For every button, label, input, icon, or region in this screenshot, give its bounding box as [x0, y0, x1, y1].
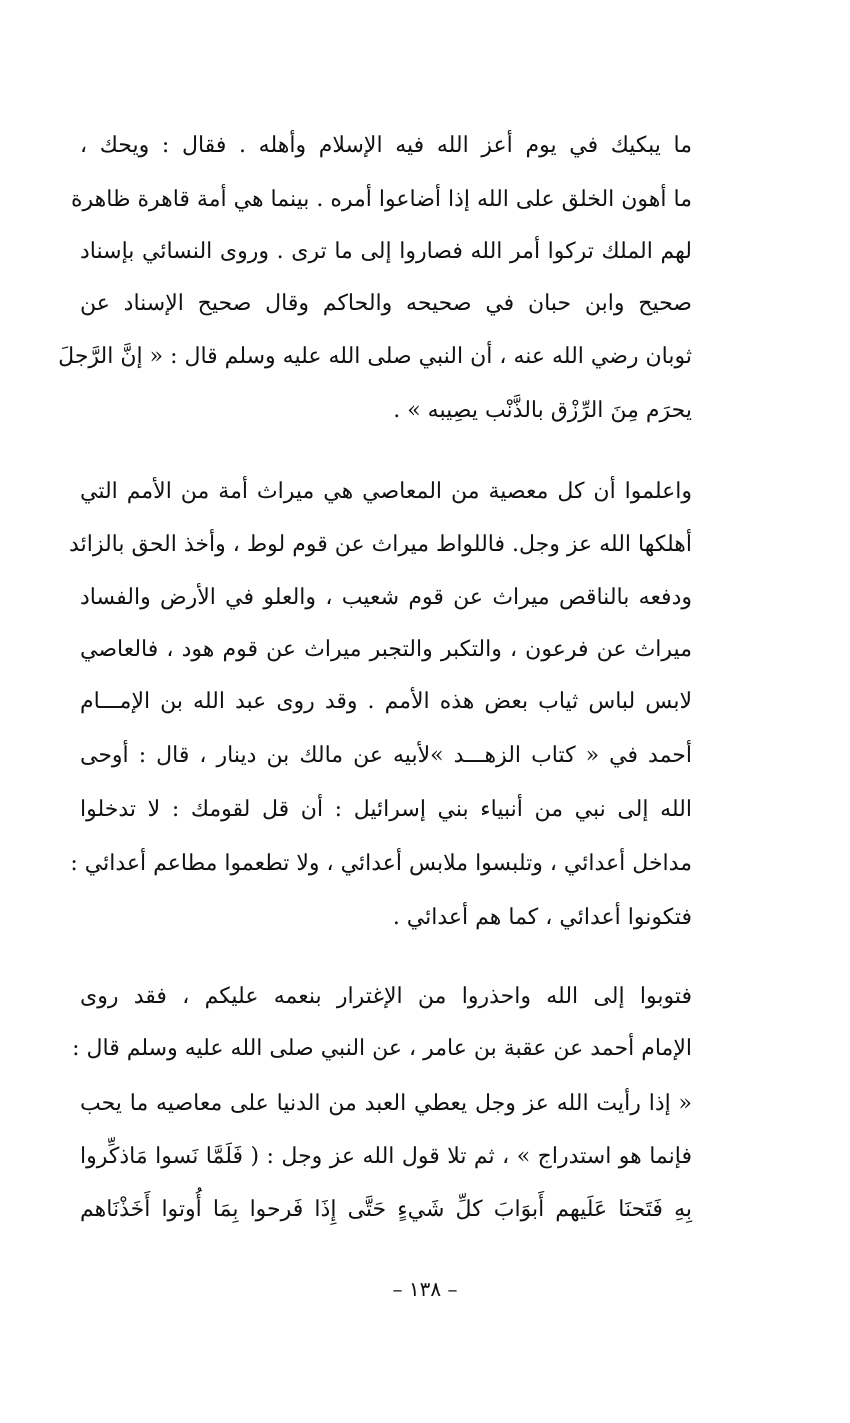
text-line: ما أهون الخلق على الله إذا أضاعوا أمره . بينما هي أمة قاهرة ظاهرة: [70, 187, 692, 212]
text-line: ما يبكيك في يوم أعز الله فيه الإسلام وأهله . فقال : ويحك ،: [80, 133, 692, 158]
text-line: الله إلى نبي من أنبياء بني إسرائيل : أن قل لقومك : لا تدخلوا: [80, 797, 692, 822]
text-line: ميراث عن فرعون ، والتكبر والتجبر ميراث عن قوم هود ، فالعاصي: [80, 637, 692, 662]
text-line: يحرَم مِنَ الرِّزْق بالذَّنْب يصِيبه » .: [393, 398, 692, 423]
page-number: – ١٣٨ –: [392, 1277, 458, 1301]
text-line: لهم الملك تركوا أمر الله فصاروا إلى ما ترى . وروى النسائي بإسناد: [80, 239, 692, 264]
text-line: بِهِ فَتَحنَا عَلَيهم أَبوَابَ كلِّ شَيءٍ حَتَّى إِذَا فَرحوا بِمَا أُوتوا أَخَذْنَاهم: [80, 1197, 692, 1222]
text-line: الإمام أحمد عن عقبة بن عامر ، عن النبي صلى الله عليه وسلم قال :: [72, 1036, 692, 1061]
text-line: فتكونوا أعدائي ، كما هم أعدائي .: [392, 905, 692, 930]
text-line: أهلكها الله عز وجل. فاللواط ميراث عن قوم لوط ، وأخذ الحق بالزائد: [69, 532, 692, 557]
text-line: ودفعه بالناقص ميراث عن قوم شعيب ، والعلو في الأرض والفساد: [80, 585, 692, 610]
text-line: لابس لباس ثياب بعض هذه الأمم . وقد روى عبد الله بن الإمـــام: [80, 689, 692, 714]
text-line: صحيح وابن حبان في صحيحه والحاكم وقال صحيح الإسناد عن: [80, 291, 692, 316]
text-line: « إذا رأيت الله عز وجل يعطي العبد من الدنيا على معاصيه ما يحب: [80, 1091, 692, 1116]
text-line: مداخل أعدائي ، وتلبسوا ملابس أعدائي ، ولا تطعموا مطاعم أعدائي :: [70, 851, 692, 876]
text-line: فإنما هو استدراج » ، ثم تلا قول الله عز وجل : ( فَلَمَّا نَسوا مَاذكِّروا: [80, 1144, 692, 1169]
text-line: واعلموا أن كل معصية من المعاصي هي ميراث أمة من الأمم التي: [80, 479, 692, 504]
text-line: أحمد في « كتاب الزهـــد »لأبيه عن مالك بن دينار ، قال : أوحى: [80, 743, 692, 768]
text-line: فتوبوا إلى الله واحذروا من الإغترار بنعمه عليكم ، فقد روى: [80, 984, 692, 1009]
text-line: ثوبان رضي الله عنه ، أن النبي صلى الله عليه وسلم قال : « إنَّ الرَّجلَ: [58, 344, 692, 369]
